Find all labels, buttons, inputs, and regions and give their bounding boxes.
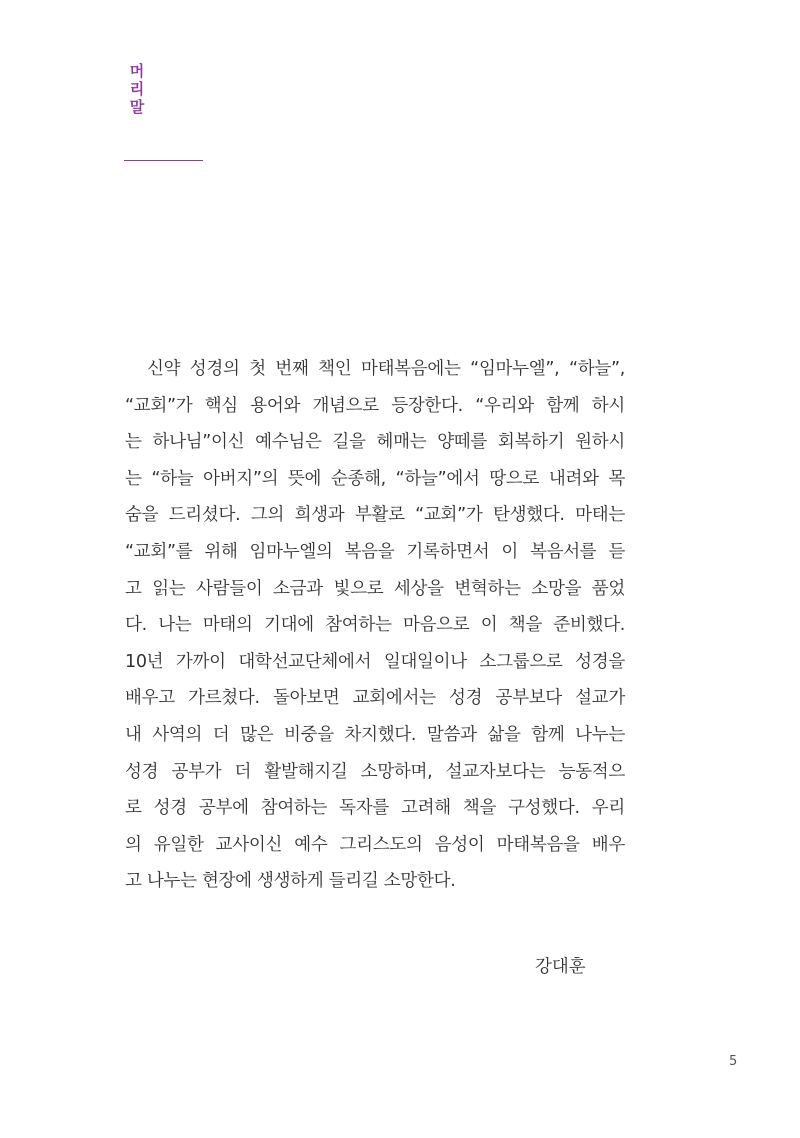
title-underline — [124, 160, 203, 161]
chapter-title-char: 머 — [129, 62, 145, 80]
chapter-title-char: 말 — [129, 98, 145, 116]
body-line: 로 성경 공부에 참여하는 독자를 고려해 책을 구성했다. 우리 — [125, 798, 625, 819]
body-line: 내 사역의 더 많은 비중을 차지했다. 말씀과 삶을 함께 나누는 — [125, 724, 625, 745]
body-line: “교회”를 위해 임마누엘의 복음을 기록하면서 이 복음서를 듣 — [125, 541, 625, 562]
body-line: 의 유일한 교사이신 예수 그리스도의 음성이 마태복음을 배우 — [125, 834, 625, 855]
page-number: 5 — [729, 1054, 738, 1069]
body-line: “교회”가 핵심 용어와 개념으로 등장한다. “우리와 함께 하시 — [125, 395, 625, 416]
author-signature: 강대훈 — [535, 957, 586, 977]
body-line: 성경 공부가 더 활발해지길 소망하며, 설교자보다는 능동적으 — [125, 761, 625, 782]
body-line: 고 나누는 현장에 생생하게 들리길 소망한다. — [125, 871, 456, 892]
body-line: 숨을 드리셨다. 그의 희생과 부활로 “교회”가 탄생했다. 마태는 — [125, 505, 625, 526]
body-line: 는 “하늘 아버지”의 뜻에 순종해, “하늘”에서 땅으로 내려와 목 — [125, 468, 625, 489]
body-line: 배우고 가르쳤다. 돌아보면 교회에서는 성경 공부보다 설교가 — [125, 688, 625, 709]
body-line: 고 읽는 사람들이 소금과 빛으로 세상을 변혁하는 소망을 품었 — [125, 578, 625, 599]
body-line: 는 하나님”이신 예수님은 길을 헤매는 양떼를 회복하기 원하시 — [125, 432, 625, 453]
body-paragraph — [125, 351, 625, 900]
body-line: 10년 가까이 대학선교단체에서 일대일이나 소그룹으로 성경을 — [125, 651, 625, 672]
body-line: 신약 성경의 첫 번째 책인 마태복음에는 “임마누엘”, “하늘”, — [147, 359, 625, 379]
chapter-title-char: 리 — [129, 80, 145, 98]
chapter-title — [126, 62, 148, 116]
body-line: 다. 나는 마태의 기대에 참여하는 마음으로 이 책을 준비했다. — [125, 615, 625, 636]
